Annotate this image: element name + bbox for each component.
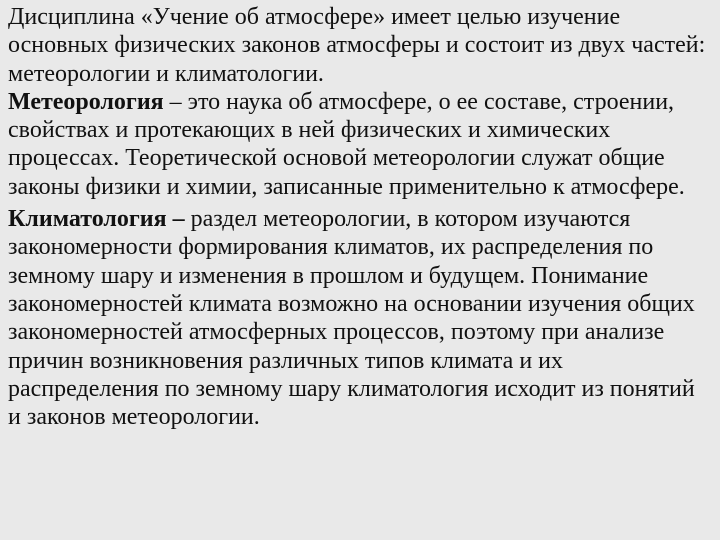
intro-text: Дисциплина «Учение об атмосфере» имеет целью изучение основных физических законов атмосферы и состоит из двух частей: метеорологии и климатологии.	[8, 4, 706, 87]
meteorology-definition: – это наука об атмосфере, о ее составе, строении, свойствах и протекающих в ней физических и химических процессах. Теоретической основой метеорологии служат общие законы физики и химии, записанные применительно к атмосфере.	[8, 88, 685, 200]
climatology-term: Климатология –	[8, 206, 185, 233]
climatology-paragraph	[8, 205, 712, 431]
intro-paragraph	[8, 3, 712, 201]
climatology-definition: раздел метеорологии, в котором изучаются закономерности формирования климатов, их распределения по земному шару и изменения в прошлом и будущем. Понимание закономерностей климата возможно на основании изучения общих закономерностей атмосферных процессов, поэтому при анализе причин возникновения различных типов климата и их распределения по земному шару климатология исходит из понятий и законов метеорологии.	[8, 206, 695, 431]
meteorology-term: Метеорология	[8, 88, 164, 115]
